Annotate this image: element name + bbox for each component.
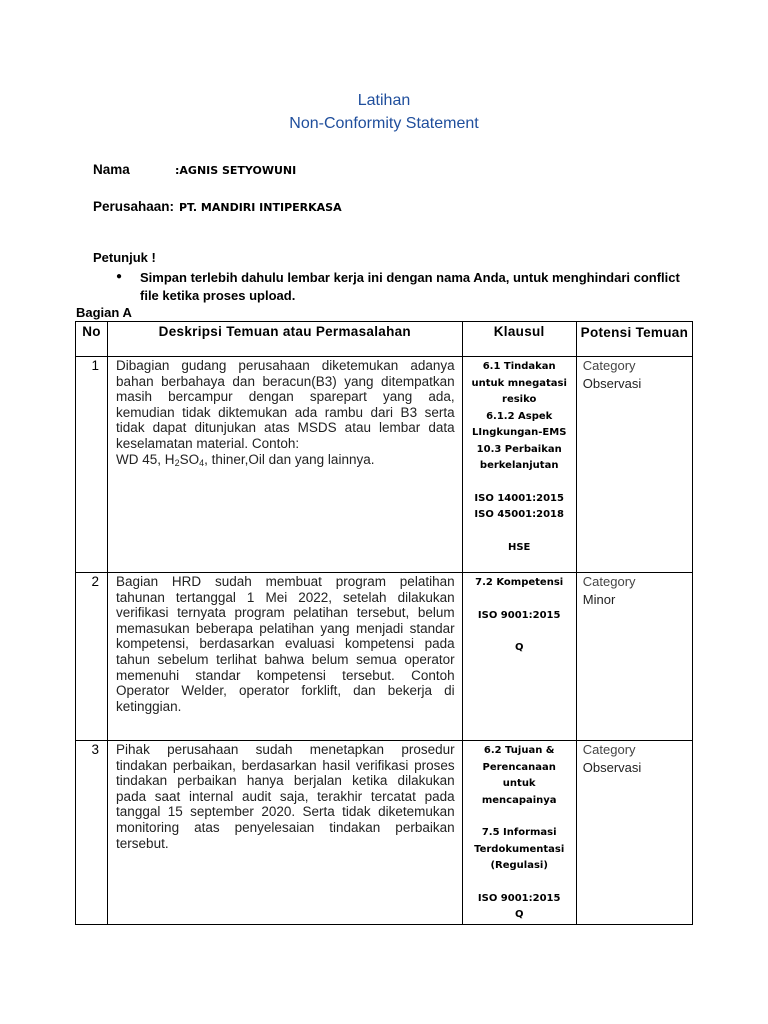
description-fragment: , thiner,Oil dan yang lainnya. <box>204 451 375 467</box>
klausul-line: 6.2 Tujuan & <box>483 745 555 756</box>
row-potensi <box>576 573 692 741</box>
table-row <box>76 573 693 741</box>
row-klausul <box>462 357 576 573</box>
description-fragment: SO <box>179 451 200 467</box>
perusahaan-value: PT. MANDIRI INTIPERKASA <box>179 201 342 214</box>
row-potensi <box>576 357 692 573</box>
klausul-line: Perencanaan <box>482 761 556 773</box>
klausul-line: berkelanjutan <box>479 460 559 471</box>
row-number: 1 <box>76 357 108 573</box>
klausul-line: 6.1 Tindakan <box>482 361 556 372</box>
category-label: Category <box>582 742 636 757</box>
klausul-line: 7.2 Kompetensi <box>475 577 564 588</box>
klausul-spacer <box>465 475 574 491</box>
table-row <box>76 357 693 573</box>
bullet-icon: ● <box>116 271 123 282</box>
nama-value: :AGNIS SETYOWUNI <box>175 164 297 177</box>
category-value: Observasi <box>582 376 642 391</box>
subscript: 2 <box>174 457 180 468</box>
petunjuk-bullet: Simpan terlebih dahulu lembar kerja ini dengan nama Anda, untuk menghindari conflict file ketika proses upload. <box>140 270 680 303</box>
row-number: 3 <box>76 741 108 925</box>
klausul-line: resiko <box>502 394 537 405</box>
category-label: Category <box>582 574 636 589</box>
description-fragment: WD 45, H <box>116 451 175 467</box>
klausul-line: untuk mnegatasi <box>471 377 567 389</box>
table-row <box>76 741 693 925</box>
row-number: 2 <box>76 573 108 741</box>
klausul-line: ISO 45001:2018 <box>474 509 564 520</box>
klausul-spacer <box>465 624 574 640</box>
klausul-line: ISO 14001:2015 <box>474 492 564 504</box>
description-text: Dibagian gudang perusahaan diketemukan adanya bahan berbahaya dan beracun(B3) yang ditempatkan masih bercampur dengan sparepart yang ada, kemudian tidak diktemukan ada rambu dari B3 serta tidak dapat ditunjukan atas MSDS atau lembar data keselamatan material. Contoh: <box>116 358 455 451</box>
klausul-spacer <box>465 524 574 540</box>
subscript: 4 <box>199 457 205 468</box>
category-value: Observasi <box>582 760 642 775</box>
description-text: Pihak perusahaan sudah menetapkan prosedur tindakan perbaikan, berdasarkan hasil verifikasi proses tindakan perbaikan hanya berjalan ketika dilakukan pada saat internal audit saja, terakhir tercatat pada tanggal 15 september 2020. Serta tidak diketemukan monitoring atas penyelesaian tindakan perbaikan tersebut. <box>116 742 455 851</box>
section-label: Bagian A <box>76 305 132 320</box>
header-klausul: Klausul <box>462 322 576 357</box>
header-no: No <box>76 322 108 357</box>
row-klausul <box>462 741 576 925</box>
klausul-line: (Regulasi) <box>490 860 548 871</box>
klausul-line: Terdokumentasi <box>474 843 565 855</box>
klausul-spacer <box>465 809 574 825</box>
nama-label: Nama <box>93 162 130 177</box>
header-deskripsi: Deskripsi Temuan atau Permasalahan <box>108 322 463 357</box>
document-title: Latihan <box>357 92 411 109</box>
document-subtitle: Non-Conformity Statement <box>289 115 479 132</box>
petunjuk-heading: Petunjuk ! <box>93 250 156 265</box>
klausul-line: Q <box>514 642 524 653</box>
klausul-line: Q <box>514 909 524 920</box>
klausul-line: 6.1.2 Aspek <box>486 410 553 422</box>
klausul-line: mencapainya <box>481 794 557 806</box>
header-potensi: Potensi Temuan <box>576 322 692 357</box>
klausul-line: LIngkungan-EMS <box>471 427 567 438</box>
row-potensi <box>576 741 692 925</box>
category-label: Category <box>582 358 636 373</box>
klausul-line: HSE <box>507 541 531 553</box>
row-description <box>108 573 463 741</box>
description-text: Bagian HRD sudah membuat program pelatihan tahunan tertanggal 1 Mei 2022, setelah dilakukan verifikasi ternyata program pelatihan tersebut, belum memasukan beberapa pelatihan yang menjadi standar kompetensi, berdasarkan evaluasi kompetensi pada tahun sebelum terlihat bahwa belum semua operator memenuhi standar kompetensi tersebut. Contoh Operator Welder, operator forklift, dan bekerja di ketinggian. <box>116 574 455 714</box>
table-header-row <box>76 322 693 357</box>
klausul-line: 10.3 Perbaikan <box>476 443 562 455</box>
klausul-spacer <box>465 875 574 891</box>
category-value: Minor <box>582 592 616 607</box>
klausul-spacer <box>465 592 574 608</box>
nonconformity-table <box>75 321 693 925</box>
row-description <box>108 741 463 925</box>
klausul-line: ISO 9001:2015 <box>477 609 561 621</box>
row-description <box>108 357 463 573</box>
description-text-end <box>116 452 374 467</box>
klausul-line: ISO 9001:2015 <box>477 892 561 904</box>
perusahaan-label: Perusahaan: <box>93 199 175 214</box>
klausul-line: untuk <box>502 778 536 789</box>
klausul-line: 7.5 Informasi <box>481 827 557 838</box>
row-klausul <box>462 573 576 741</box>
